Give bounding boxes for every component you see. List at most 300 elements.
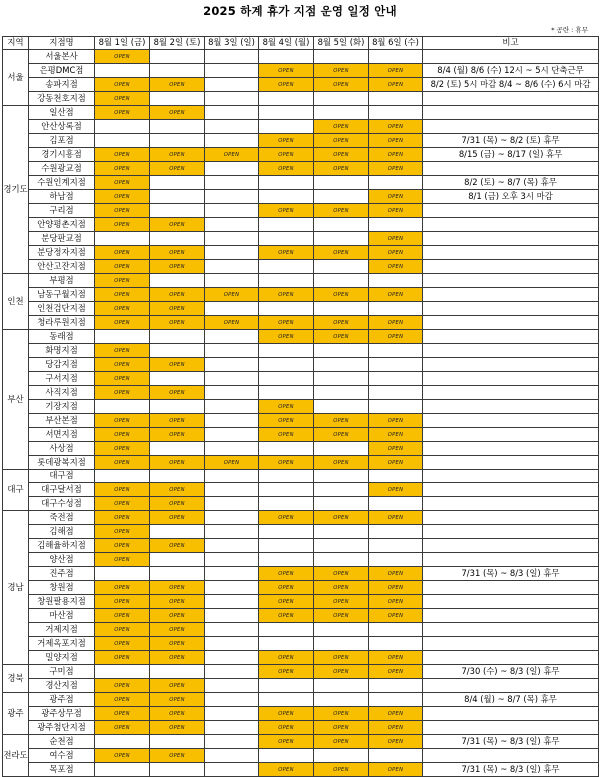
branch-name: 광주첨단지점 <box>29 720 95 734</box>
closed-cell <box>369 91 423 105</box>
header-day-4: 8월 4일 (월) <box>259 37 314 50</box>
table-row <box>3 636 599 650</box>
table-row <box>3 245 599 259</box>
open-cell <box>259 762 314 776</box>
closed-cell <box>314 371 369 385</box>
closed-cell <box>205 762 259 776</box>
table-row <box>3 469 599 482</box>
closed-cell <box>259 482 314 496</box>
closed-cell <box>205 273 259 287</box>
open-cell <box>259 203 314 217</box>
open-cell <box>95 259 150 273</box>
table-row <box>3 147 599 161</box>
open-cell <box>95 455 150 469</box>
open-cell <box>150 77 205 91</box>
note-cell <box>423 706 599 720</box>
open-label: OPEN <box>169 291 185 298</box>
note-cell <box>423 371 599 385</box>
open-cell <box>314 608 369 622</box>
open-label: OPEN <box>278 291 294 298</box>
closed-cell <box>205 538 259 552</box>
open-cell <box>150 357 205 371</box>
open-label: OPEN <box>387 612 404 619</box>
open-cell <box>95 105 150 119</box>
note-cell <box>423 413 599 427</box>
open-label: OPEN <box>169 752 185 759</box>
header-row <box>3 37 599 50</box>
open-label: OPEN <box>387 81 404 88</box>
branch-name: 김포점 <box>29 133 95 147</box>
open-cell <box>150 608 205 622</box>
open-label: OPEN <box>278 207 294 214</box>
open-label: OPEN <box>387 584 404 591</box>
open-label: OPEN <box>114 81 130 88</box>
closed-cell <box>369 399 423 413</box>
open-label: OPEN <box>114 151 130 158</box>
closed-cell <box>314 259 369 273</box>
closed-cell <box>205 413 259 427</box>
open-cell <box>314 287 369 301</box>
open-cell <box>95 482 150 496</box>
closed-cell <box>205 259 259 273</box>
table-row <box>3 538 599 552</box>
branch-name: 강동천호지점 <box>29 91 95 105</box>
open-cell <box>150 455 205 469</box>
open-label: OPEN <box>169 710 185 717</box>
header-day-5: 8월 5일 (화) <box>314 37 369 50</box>
open-label: OPEN <box>114 724 130 731</box>
open-label: OPEN <box>278 249 294 256</box>
note-cell <box>423 524 599 538</box>
closed-cell <box>314 552 369 566</box>
region-cell: 광주 <box>3 692 29 734</box>
open-cell <box>369 119 423 133</box>
open-label: OPEN <box>278 151 294 158</box>
open-label: OPEN <box>114 263 130 270</box>
closed-cell <box>205 441 259 455</box>
open-cell <box>369 203 423 217</box>
open-cell <box>95 217 150 231</box>
open-label: OPEN <box>278 431 294 438</box>
open-cell <box>369 762 423 776</box>
note-cell <box>423 720 599 734</box>
closed-cell <box>150 273 205 287</box>
branch-name: 화명지점 <box>29 343 95 357</box>
open-cell <box>150 636 205 650</box>
closed-cell <box>205 245 259 259</box>
open-cell <box>369 245 423 259</box>
open-label: OPEN <box>114 109 130 116</box>
note-cell <box>423 748 599 762</box>
closed-cell <box>259 231 314 245</box>
schedule-table <box>2 36 599 777</box>
open-label: OPEN <box>114 375 130 382</box>
closed-cell <box>205 482 259 496</box>
open-label: OPEN <box>333 249 349 256</box>
open-label: OPEN <box>387 724 404 731</box>
closed-cell <box>150 469 205 482</box>
closed-cell <box>205 720 259 734</box>
closed-cell <box>205 692 259 706</box>
note-cell: 7/31 (목) ~ 8/3 (일) 휴무 <box>423 734 599 748</box>
open-cell <box>150 301 205 315</box>
branch-name: 거제지점 <box>29 622 95 636</box>
closed-cell <box>205 399 259 413</box>
closed-cell <box>205 105 259 119</box>
open-label: OPEN <box>114 500 130 507</box>
closed-cell <box>205 175 259 189</box>
open-cell <box>95 692 150 706</box>
open-cell <box>369 315 423 329</box>
branch-name: 사상점 <box>29 441 95 455</box>
open-label: OPEN <box>223 319 240 326</box>
closed-cell <box>369 622 423 636</box>
open-label: OPEN <box>169 682 185 689</box>
table-row <box>3 748 599 762</box>
open-label: OPEN <box>278 766 294 773</box>
open-cell <box>259 608 314 622</box>
closed-cell <box>369 524 423 538</box>
open-label: OPEN <box>278 67 294 74</box>
closed-cell <box>369 636 423 650</box>
open-label: OPEN <box>387 151 404 158</box>
open-cell <box>95 49 150 63</box>
open-label: OPEN <box>278 417 294 424</box>
open-cell <box>369 231 423 245</box>
open-label: OPEN <box>169 361 185 368</box>
table-row <box>3 580 599 594</box>
closed-cell <box>369 273 423 287</box>
open-label: OPEN <box>114 556 130 563</box>
open-cell <box>95 287 150 301</box>
open-label: OPEN <box>333 291 349 298</box>
closed-cell <box>205 608 259 622</box>
closed-cell <box>314 441 369 455</box>
closed-cell <box>314 231 369 245</box>
closed-cell <box>205 524 259 538</box>
open-label: OPEN <box>169 389 185 396</box>
open-cell <box>150 161 205 175</box>
open-cell <box>369 441 423 455</box>
closed-cell <box>205 594 259 608</box>
branch-name: 분당정자지점 <box>29 245 95 259</box>
closed-cell <box>369 371 423 385</box>
table-row <box>3 217 599 231</box>
branch-name: 사직지점 <box>29 385 95 399</box>
open-cell <box>259 664 314 678</box>
table-row <box>3 329 599 343</box>
closed-cell <box>205 119 259 133</box>
closed-cell <box>259 496 314 510</box>
note-cell <box>423 49 599 63</box>
closed-cell <box>205 371 259 385</box>
open-label: OPEN <box>114 305 130 312</box>
open-label: OPEN <box>387 67 404 74</box>
open-label: OPEN <box>333 570 349 577</box>
open-cell <box>369 734 423 748</box>
closed-cell <box>205 231 259 245</box>
closed-cell <box>150 189 205 203</box>
closed-cell <box>205 189 259 203</box>
open-cell <box>95 273 150 287</box>
open-label: OPEN <box>114 640 130 647</box>
open-label: OPEN <box>278 738 294 745</box>
table-row <box>3 385 599 399</box>
open-label: OPEN <box>169 151 185 158</box>
open-cell <box>259 77 314 91</box>
closed-cell <box>150 441 205 455</box>
branch-name: 인천검단지점 <box>29 301 95 315</box>
open-label: OPEN <box>333 81 349 88</box>
open-cell <box>95 594 150 608</box>
table-row <box>3 77 599 91</box>
open-label: OPEN <box>333 598 349 605</box>
table-row <box>3 608 599 622</box>
open-cell <box>150 287 205 301</box>
open-label: OPEN <box>333 514 349 521</box>
open-label: OPEN <box>387 445 404 452</box>
open-label: OPEN <box>114 291 130 298</box>
open-label: OPEN <box>114 221 130 228</box>
open-cell <box>95 441 150 455</box>
branch-name: 순천점 <box>29 734 95 748</box>
open-cell <box>95 496 150 510</box>
branch-name: 당감지점 <box>29 357 95 371</box>
note-cell <box>423 608 599 622</box>
closed-cell <box>314 357 369 371</box>
open-label: OPEN <box>169 500 185 507</box>
open-cell <box>150 105 205 119</box>
closed-cell <box>150 371 205 385</box>
open-cell <box>314 63 369 77</box>
region-cell: 서울 <box>3 49 29 105</box>
closed-cell <box>205 49 259 63</box>
note-cell <box>423 455 599 469</box>
header-region: 지역 <box>3 37 29 50</box>
open-cell <box>259 245 314 259</box>
closed-cell <box>369 357 423 371</box>
open-label: OPEN <box>278 612 294 619</box>
open-label: OPEN <box>114 249 130 256</box>
open-label: OPEN <box>278 81 294 88</box>
closed-cell <box>259 552 314 566</box>
closed-cell <box>205 552 259 566</box>
closed-cell <box>95 399 150 413</box>
open-cell <box>95 161 150 175</box>
open-cell <box>150 580 205 594</box>
open-label: OPEN <box>278 333 294 340</box>
table-row <box>3 762 599 776</box>
header-day-3: 8월 3일 (일) <box>205 37 259 50</box>
branch-name: 구미점 <box>29 664 95 678</box>
open-label: OPEN <box>114 626 130 633</box>
table-row <box>3 413 599 427</box>
closed-cell <box>314 399 369 413</box>
open-label: OPEN <box>114 752 130 759</box>
open-cell <box>314 762 369 776</box>
open-cell <box>259 566 314 580</box>
branch-name: 여수점 <box>29 748 95 762</box>
closed-cell <box>95 664 150 678</box>
closed-cell <box>205 385 259 399</box>
note-cell <box>423 650 599 664</box>
open-cell <box>369 147 423 161</box>
open-cell <box>259 734 314 748</box>
branch-name: 양산점 <box>29 552 95 566</box>
open-label: OPEN <box>223 291 240 298</box>
branch-name: 대구달서점 <box>29 482 95 496</box>
open-cell <box>259 399 314 413</box>
closed-cell <box>314 189 369 203</box>
open-cell <box>259 147 314 161</box>
open-label: OPEN <box>387 235 404 242</box>
open-cell <box>314 734 369 748</box>
branch-name: 부산본점 <box>29 413 95 427</box>
note-cell <box>423 385 599 399</box>
open-label: OPEN <box>169 431 185 438</box>
open-label: OPEN <box>114 179 130 186</box>
open-label: OPEN <box>169 165 185 172</box>
closed-cell <box>314 469 369 482</box>
closed-cell <box>150 329 205 343</box>
note-cell <box>423 496 599 510</box>
branch-name: 롯데광복지점 <box>29 455 95 469</box>
open-label: OPEN <box>114 347 130 354</box>
open-cell <box>95 147 150 161</box>
table-row <box>3 105 599 119</box>
table-row <box>3 427 599 441</box>
open-label: OPEN <box>169 654 185 661</box>
open-label: OPEN <box>114 193 130 200</box>
branch-name: 서면지점 <box>29 427 95 441</box>
open-cell <box>95 203 150 217</box>
open-cell <box>95 524 150 538</box>
open-cell <box>259 161 314 175</box>
closed-cell <box>314 482 369 496</box>
open-cell <box>369 413 423 427</box>
open-cell <box>369 650 423 664</box>
open-label: OPEN <box>333 724 349 731</box>
open-cell <box>259 650 314 664</box>
closed-cell <box>150 63 205 77</box>
open-label: OPEN <box>114 207 130 214</box>
header-day-6: 8월 6일 (수) <box>369 37 423 50</box>
branch-name: 창원팔용지점 <box>29 594 95 608</box>
note-cell <box>423 343 599 357</box>
note-cell: 7/30 (수) ~ 8/3 (일) 휴무 <box>423 664 599 678</box>
open-label: OPEN <box>387 654 404 661</box>
note-cell <box>423 427 599 441</box>
open-label: OPEN <box>114 459 130 466</box>
open-cell <box>150 678 205 692</box>
closed-cell <box>205 91 259 105</box>
closed-cell <box>95 63 150 77</box>
closed-cell <box>150 203 205 217</box>
open-cell <box>150 482 205 496</box>
open-label: OPEN <box>114 53 130 60</box>
open-cell <box>95 538 150 552</box>
open-label: OPEN <box>114 277 130 284</box>
closed-cell <box>205 622 259 636</box>
closed-cell <box>205 678 259 692</box>
open-cell <box>150 594 205 608</box>
closed-cell <box>259 678 314 692</box>
open-cell <box>259 315 314 329</box>
open-label: OPEN <box>333 165 349 172</box>
table-row <box>3 594 599 608</box>
closed-cell <box>314 175 369 189</box>
open-cell <box>95 385 150 399</box>
note-cell: 7/31 (목) ~ 8/2 (토) 휴무 <box>423 133 599 147</box>
open-cell <box>259 510 314 524</box>
table-row <box>3 273 599 287</box>
closed-cell <box>150 343 205 357</box>
open-cell <box>369 608 423 622</box>
closed-cell <box>95 469 150 482</box>
open-cell <box>150 315 205 329</box>
open-label: OPEN <box>223 151 240 158</box>
open-label: OPEN <box>387 249 404 256</box>
closed-cell <box>259 692 314 706</box>
open-label: OPEN <box>169 263 185 270</box>
legend-note: * 공란 : 휴무 <box>551 26 588 34</box>
closed-cell <box>205 63 259 77</box>
open-label: OPEN <box>278 319 294 326</box>
open-cell <box>314 77 369 91</box>
open-cell <box>95 608 150 622</box>
open-cell <box>150 427 205 441</box>
branch-name: 남동구월지점 <box>29 287 95 301</box>
open-label: OPEN <box>387 598 404 605</box>
note-cell <box>423 510 599 524</box>
open-cell <box>95 371 150 385</box>
closed-cell <box>369 385 423 399</box>
region-cell: 인천 <box>3 273 29 329</box>
open-cell <box>314 133 369 147</box>
table-row <box>3 650 599 664</box>
open-cell <box>259 133 314 147</box>
open-label: OPEN <box>387 738 404 745</box>
note-cell <box>423 357 599 371</box>
note-cell <box>423 315 599 329</box>
table-row <box>3 622 599 636</box>
closed-cell <box>95 762 150 776</box>
branch-name: 서울본사 <box>29 49 95 63</box>
closed-cell <box>150 762 205 776</box>
open-label: OPEN <box>387 291 404 298</box>
branch-name: 목포점 <box>29 762 95 776</box>
branch-name: 일산점 <box>29 105 95 119</box>
table-row <box>3 482 599 496</box>
note-cell: 8/4 (월) 8/6 (수) 12시 ~ 5시 단축근무 <box>423 63 599 77</box>
open-label: OPEN <box>333 459 349 466</box>
closed-cell <box>314 538 369 552</box>
open-label: OPEN <box>169 514 185 521</box>
header-day-2: 8월 2일 (토) <box>150 37 205 50</box>
closed-cell <box>369 217 423 231</box>
open-cell <box>259 413 314 427</box>
closed-cell <box>259 469 314 482</box>
open-cell <box>150 720 205 734</box>
open-cell <box>314 161 369 175</box>
open-cell <box>314 245 369 259</box>
table-row <box>3 720 599 734</box>
closed-cell <box>314 496 369 510</box>
open-cell <box>314 594 369 608</box>
header-note: 비고 <box>423 37 599 50</box>
open-cell <box>95 91 150 105</box>
note-cell <box>423 105 599 119</box>
